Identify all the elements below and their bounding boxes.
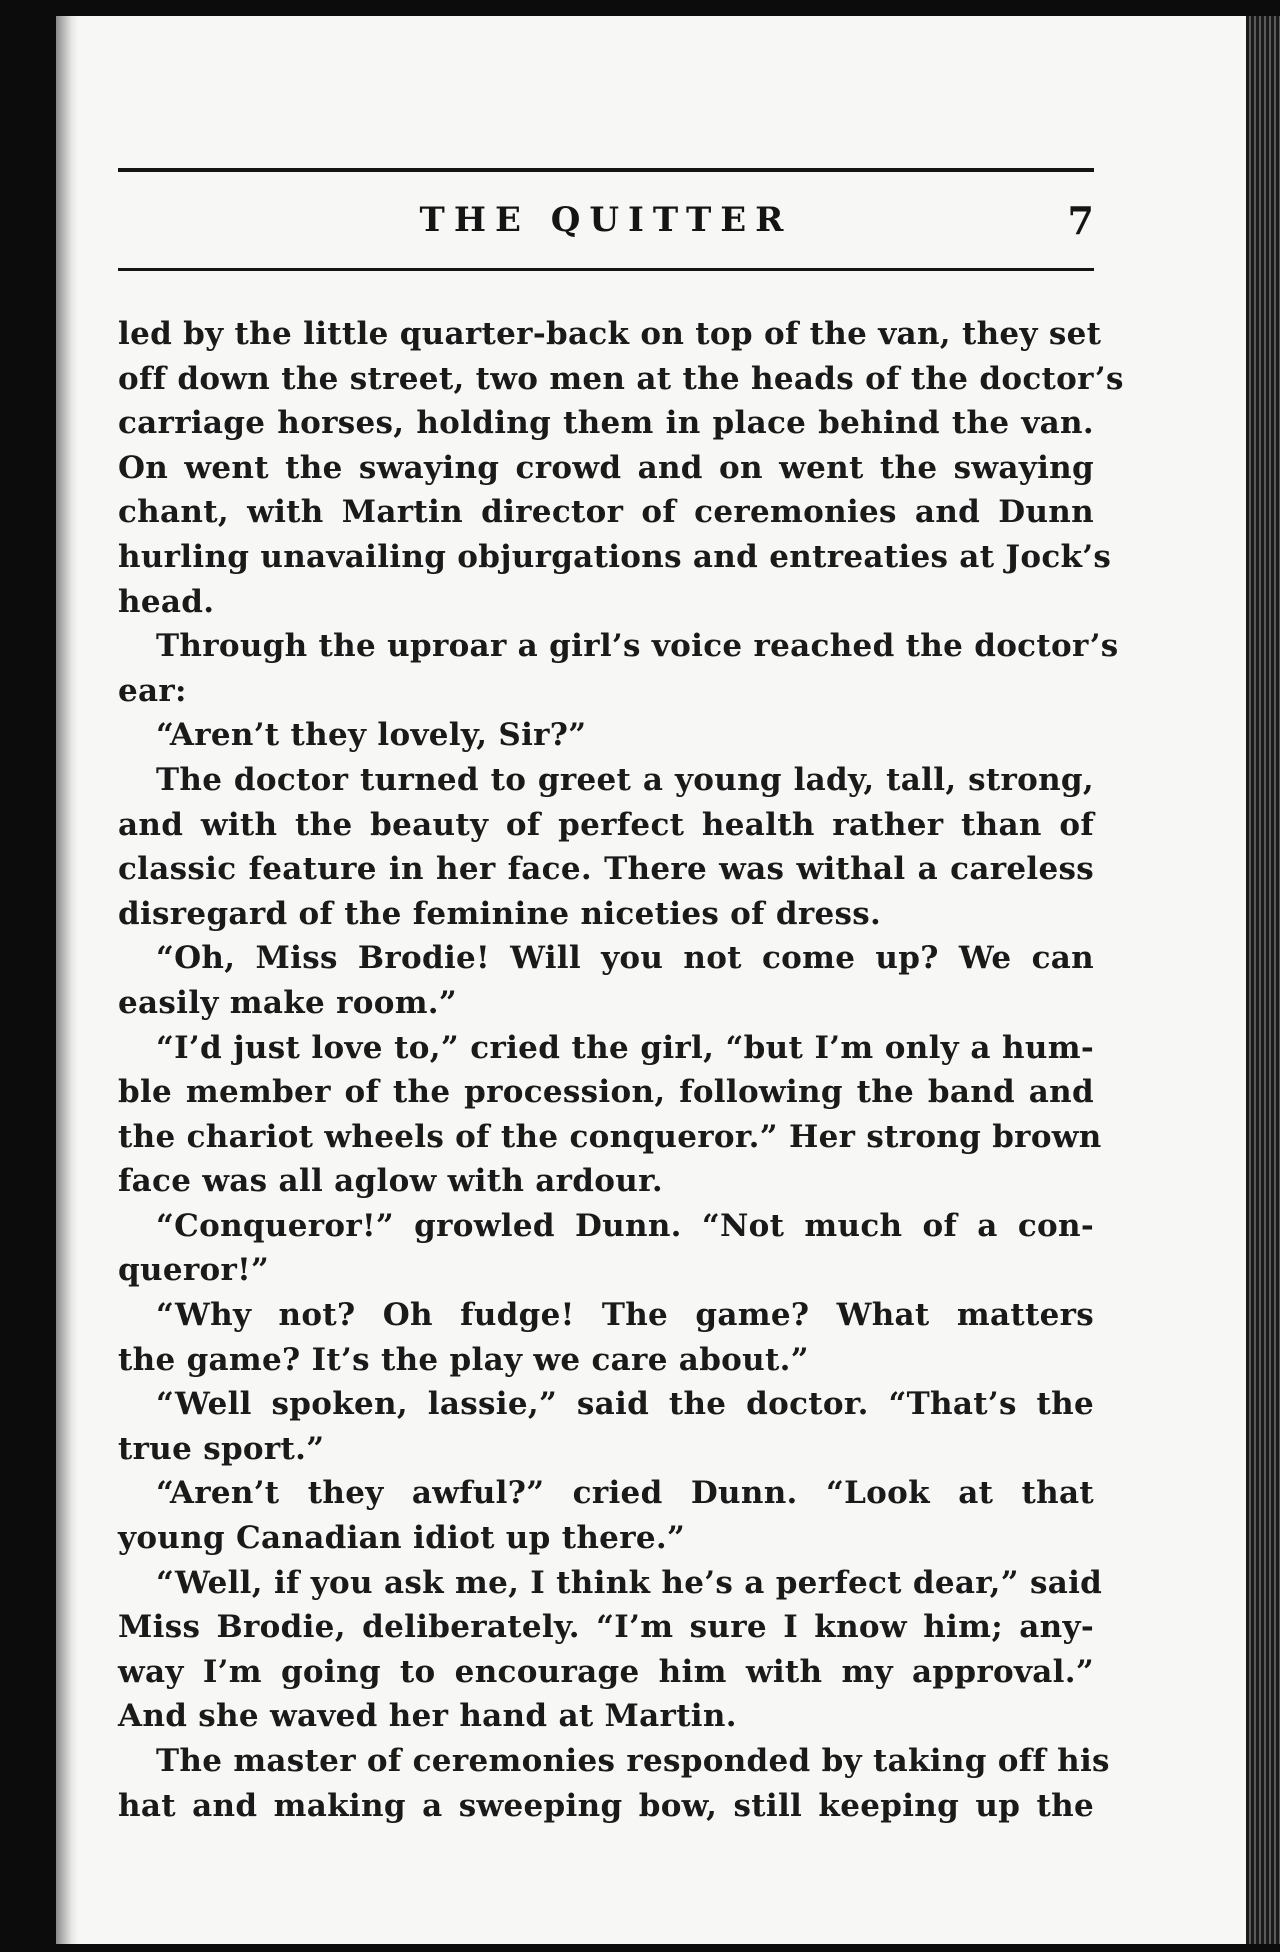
paragraph [118, 1026, 1102, 1204]
text-line: classic feature in her face. There was withal a careless [118, 851, 1094, 888]
text-line: carriage horses, holding them in place behind the van. [118, 405, 1094, 442]
page-edges [1246, 16, 1280, 1944]
text-line: “Why not? Oh fudge! The game? What matters [156, 1297, 1094, 1334]
text-line: On went the swaying crowd and on went the swaying [118, 449, 1094, 486]
text-line: ble member of the procession, following the band and [118, 1074, 1094, 1111]
text-line: Miss Brodie, deliberately. “I’m sure I know him; any- [118, 1609, 1094, 1646]
header-rule-bottom [118, 268, 1094, 271]
paragraph [118, 1471, 1094, 1560]
text-line: easily make room.” [118, 984, 458, 1021]
text-line: disregard of the feminine niceties of dress. [118, 895, 882, 932]
text-line: The doctor turned to greet a young lady, tall, strong, [156, 761, 1094, 798]
paragraph [118, 758, 1094, 936]
text-line: The master of ceremonies responded by taking off his [156, 1743, 1110, 1779]
paragraph [118, 1382, 1094, 1471]
text-line: “Aren’t they awful?” cried Dunn. “Look at that [156, 1475, 1094, 1512]
paragraph [118, 624, 1119, 713]
text-line: Through the uproar a girl’s voice reached the doctor’s [156, 628, 1119, 665]
header-rule-top [118, 168, 1094, 172]
paragraph [118, 312, 1124, 624]
text-line: “Oh, Miss Brodie! Will you not come up? We can [156, 940, 1094, 977]
text-line: off down the street, two men at the heads of the doctor’s [118, 360, 1124, 397]
paragraph [118, 1561, 1103, 1739]
running-title: THE QUITTER [419, 200, 793, 240]
paragraph [118, 713, 1094, 758]
text-line: face was all aglow with ardour. [118, 1163, 663, 1200]
text-line: the chariot wheels of the conqueror.” Her strong brown [118, 1118, 1102, 1155]
running-head [118, 196, 1094, 250]
text-line: and with the beauty of perfect health rather than of [118, 806, 1094, 843]
text-line: young Canadian idiot up there.” [118, 1520, 686, 1557]
text-line: hat and making a sweeping bow, still keeping up the [118, 1787, 1094, 1824]
text-line: true sport.” [118, 1430, 325, 1467]
body-text [118, 312, 1124, 1828]
text-line: head. [118, 583, 215, 620]
text-line: hurling unavailing objurgations and entreaties at Jock’s [118, 538, 1112, 575]
paragraph [118, 1739, 1110, 1828]
page-number: 7 [1067, 198, 1094, 243]
text-line: chant, with Martin director of ceremonies and Dunn [118, 494, 1094, 531]
text-line: “Well, if you ask me, I think he’s a perfect dear,” said [156, 1564, 1103, 1601]
text-line: the game? It’s the play we care about.” [118, 1341, 809, 1378]
text-line: queror!” [118, 1252, 270, 1289]
paragraph [118, 1293, 1094, 1382]
text-line: “Well spoken, lassie,” said the doctor. “That’s the [156, 1386, 1094, 1423]
paragraph [118, 936, 1094, 1025]
text-line: “I’d just love to,” cried the girl, “but I’m only a hum- [156, 1029, 1094, 1066]
text-line: “Conqueror!” growled Dunn. “Not much of a con- [156, 1207, 1094, 1244]
text-line: And she waved her hand at Martin. [118, 1698, 737, 1735]
gutter-shadow [56, 16, 78, 1944]
paragraph [118, 1204, 1094, 1293]
text-line: way I’m going to encourage him with my approval.” [118, 1653, 1094, 1690]
text-line: led by the little quarter-back on top of the van, they set [118, 316, 1102, 352]
text-line: “Aren’t they lovely, Sir?” [156, 717, 587, 754]
text-line: ear: [118, 672, 187, 709]
